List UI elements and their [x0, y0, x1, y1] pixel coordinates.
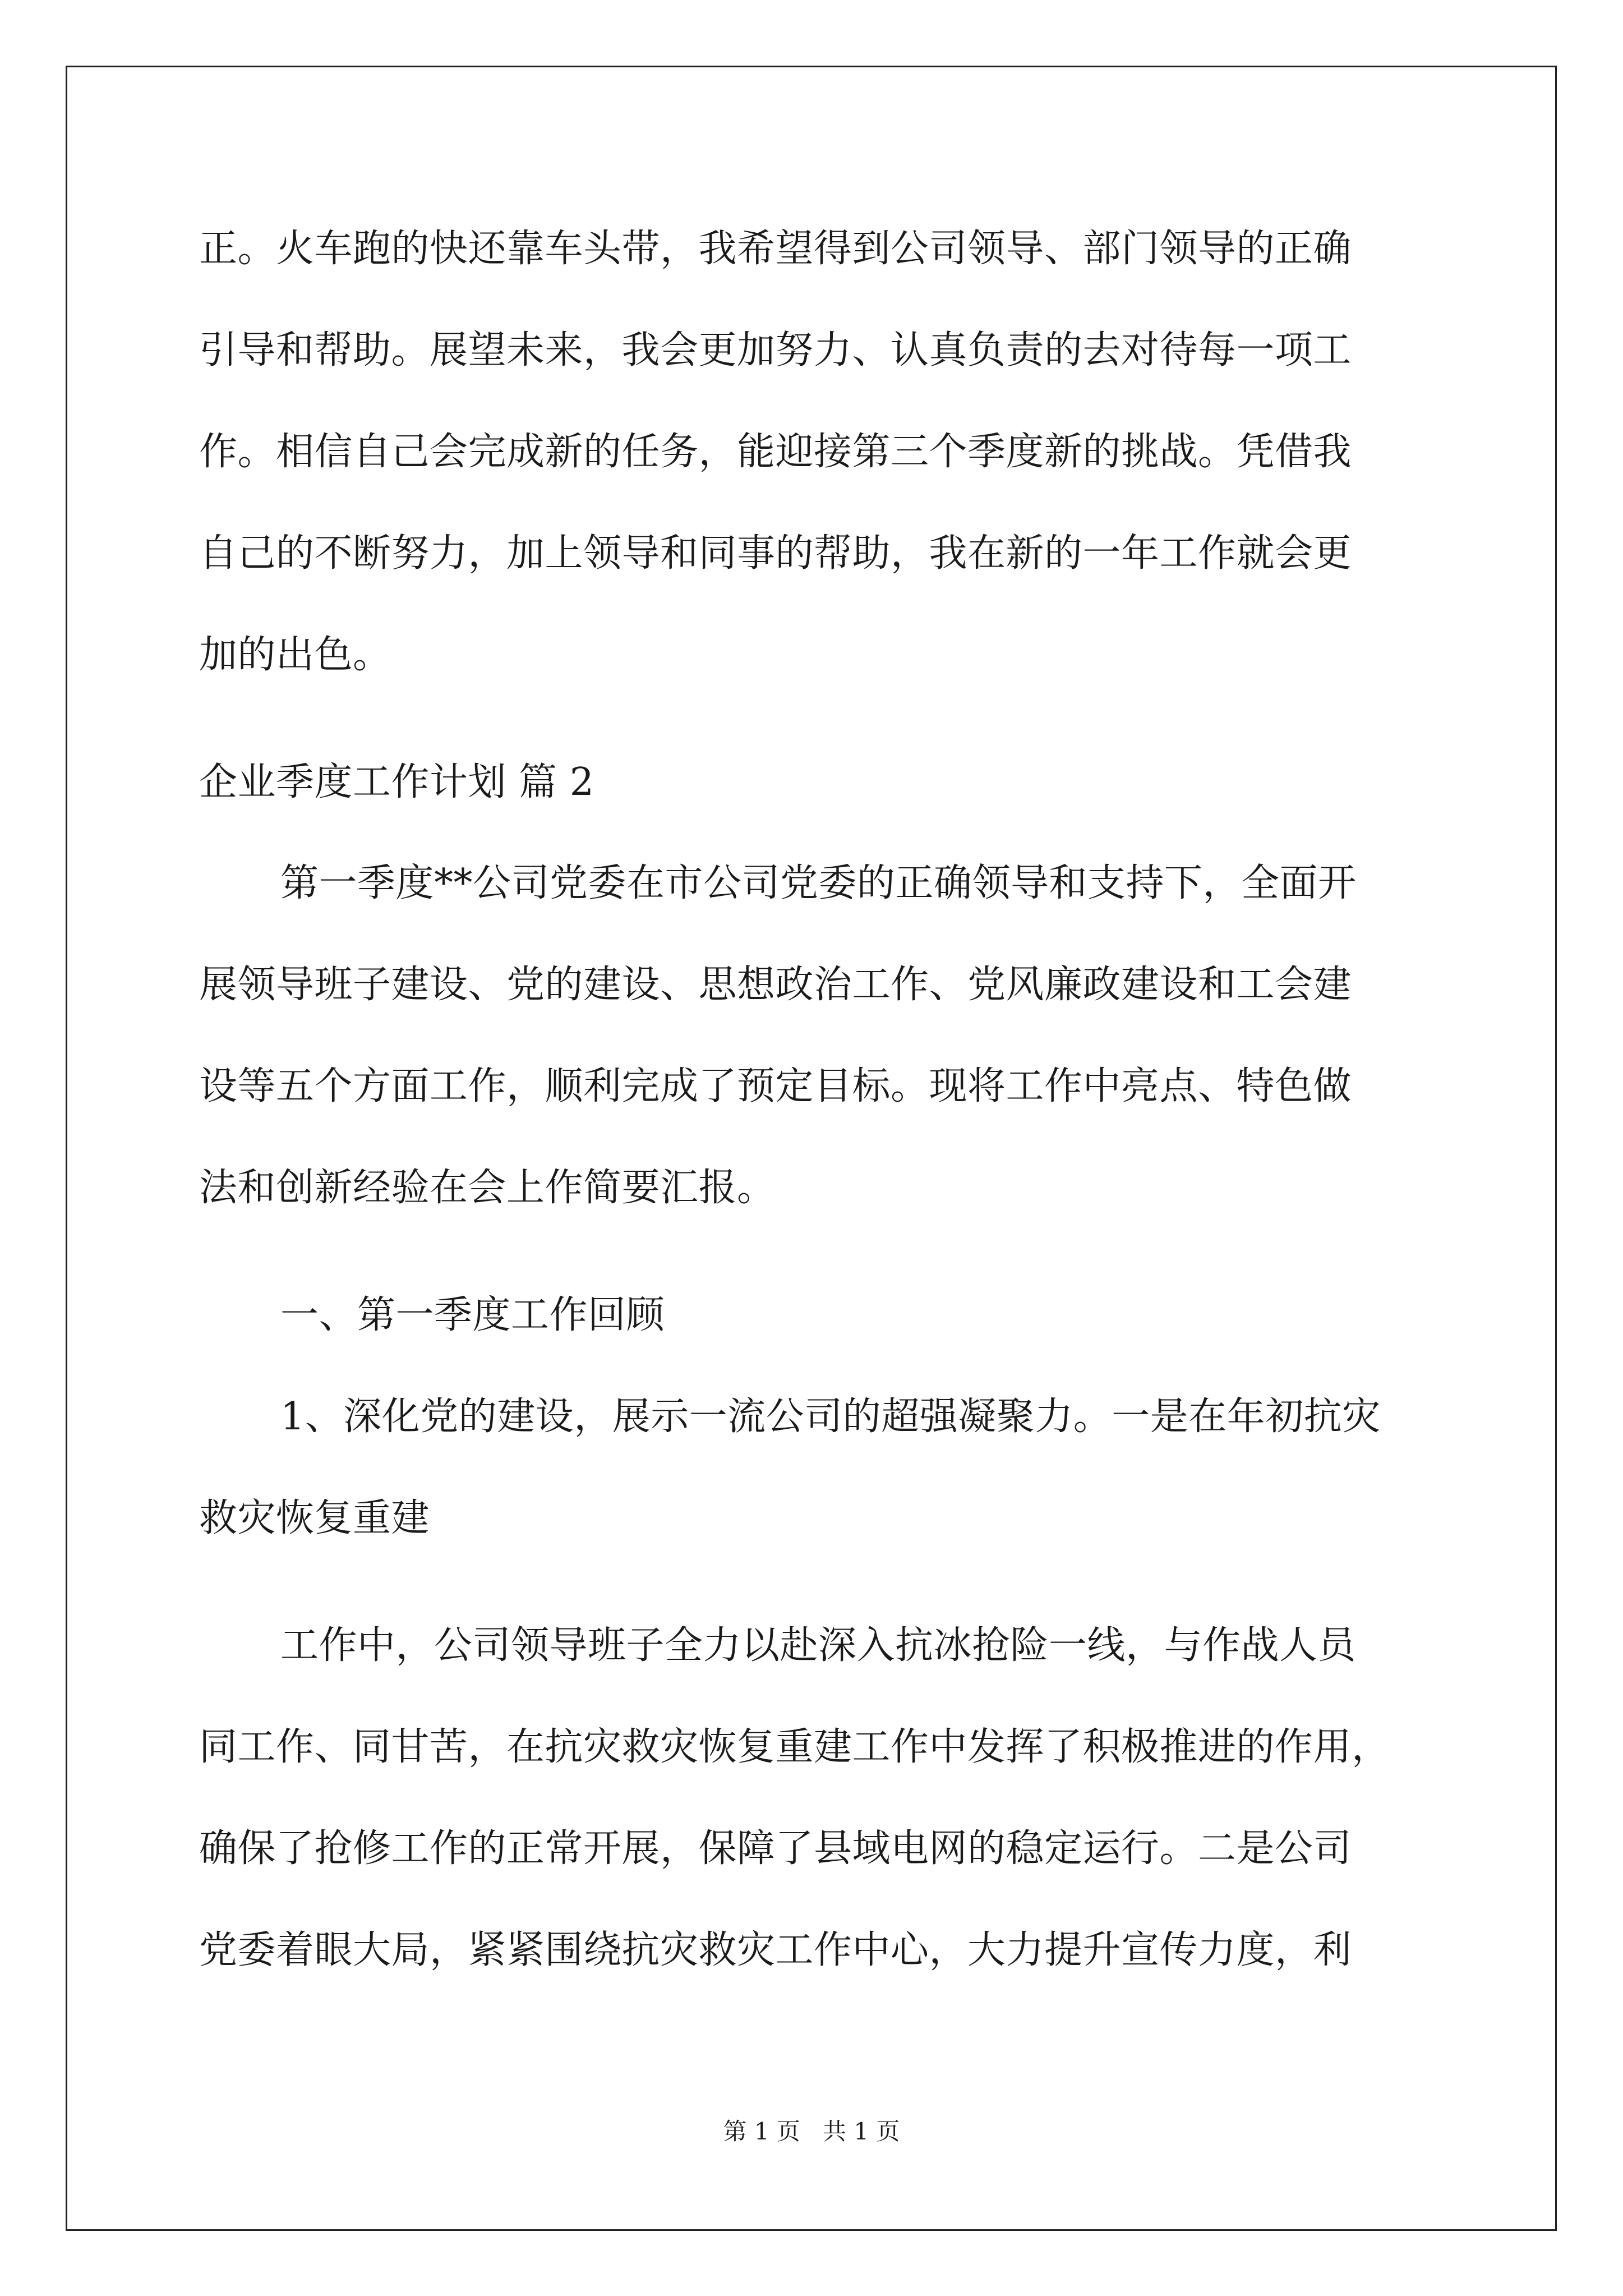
body-text-line: 自己的不断努力，加上领导和同事的帮助，我在新的一年工作就会更 [199, 531, 1352, 576]
section-heading: 企业季度工作计划 篇 2 [199, 760, 594, 804]
page-border [66, 66, 1557, 2231]
body-text-line: 正。火车跑的快还靠车头带，我希望得到公司领导、部门领导的正确 [199, 227, 1352, 271]
body-text-line: 确保了抢修工作的正常开展，保障了县域电网的稳定运行。二是公司 [199, 1826, 1352, 1871]
subsection-heading: 一、第一季度工作回顾 [280, 1293, 665, 1337]
body-text-line: 作。相信自己会完成新的任务，能迎接第三个季度新的挑战。凭借我 [199, 430, 1352, 474]
body-text-line: 引导和帮助。展望未来，我会更加努力、认真负责的去对待每一项工 [199, 328, 1352, 372]
body-text-line: 工作中，公司领导班子全力以赴深入抗冰抢险一线，与作战人员 [280, 1623, 1357, 1668]
body-text-line: 法和创新经验在会上作简要汇报。 [199, 1166, 776, 1210]
body-text-line: 同工作、同甘苦，在抗灾救灾恢复重建工作中发挥了积极推进的作用， [199, 1725, 1390, 1769]
body-text-line: 党委着眼大局，紧紧围绕抗灾救灾工作中心，大力提升宣传力度，利 [199, 1928, 1352, 1972]
body-text-line: 救灾恢复重建 [199, 1496, 430, 1540]
page-footer: 第 1 页 共 1 页 [723, 2118, 900, 2145]
body-text-line: 设等五个方面工作，顺利完成了预定目标。现将工作中亮点、特色做 [199, 1064, 1352, 1108]
body-text-line: 1、深化党的建设，展示一流公司的超强凝聚力。一是在年初抗灾 [280, 1395, 1381, 1439]
body-text-line: 第一季度**公司党委在市公司党委的正确领导和支持下，全面开 [280, 861, 1357, 905]
body-text-line: 加的出色。 [199, 633, 391, 677]
body-text-line: 展领导班子建设、党的建设、思想政治工作、党风廉政建设和工会建 [199, 963, 1352, 1007]
